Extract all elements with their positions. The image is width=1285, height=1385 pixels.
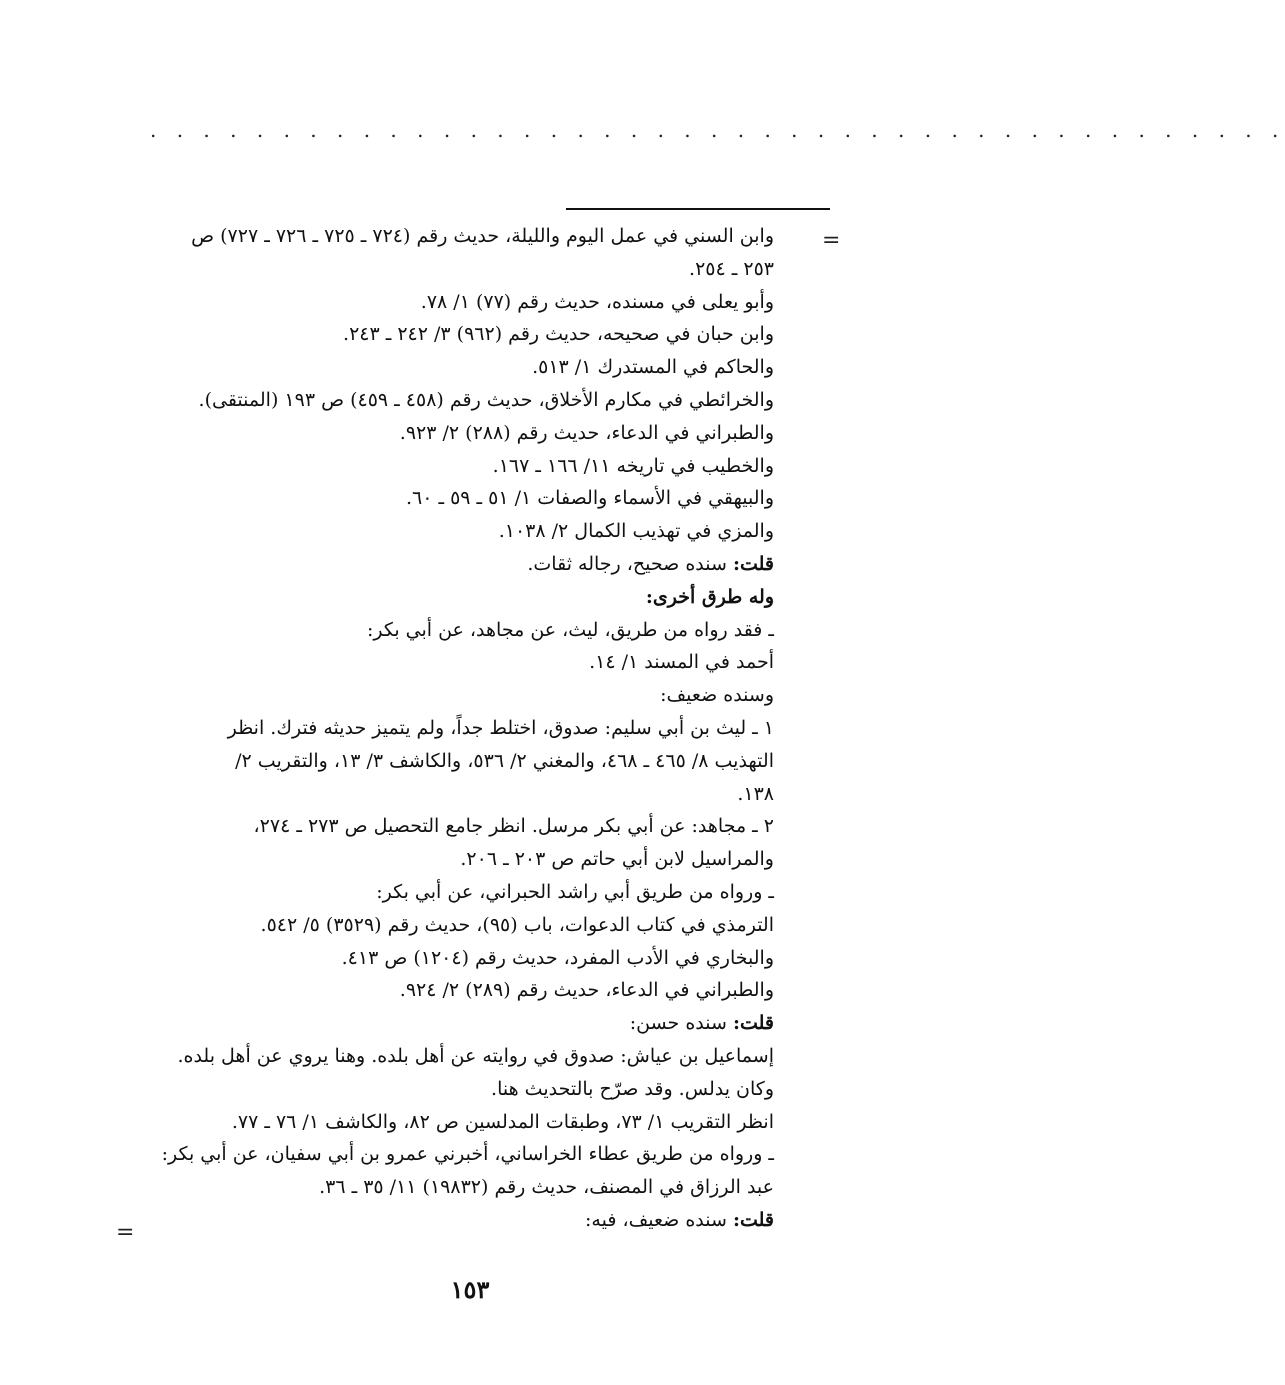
text-line: والحاكم في المستدرك ١/ ٥١٣. [532, 356, 774, 379]
text-line: ـ ورواه من طريق عطاء الخراساني، أخبرني عمرو بن أبي سفيان، عن أبي بكر: [161, 1143, 774, 1166]
note-text: سنده ضعيف، فيه: [585, 1208, 733, 1231]
text-line: والطبراني في الدعاء، حديث رقم (٢٨٨) ٢/ ٩٢٣. [399, 421, 774, 444]
text-line: والخرائطي في مكارم الأخلاق، حديث رقم (٤٥٨ ـ ٤٥٩) ص ١٩٣ (المنتقى). [198, 388, 774, 411]
text-line: وابن السني في عمل اليوم والليلة، حديث رقم (٧٢٤ ـ ٧٢٥ ـ ٧٢٦ ـ ٧٢٧) ص [191, 225, 774, 247]
text-line: وابن حبان في صحيحه، حديث رقم (٩٦٢) ٣/ ٢٤٢ ـ ٢٤٣. [343, 323, 774, 346]
text-line: التهذيب ٨/ ٤٦٥ ـ ٤٦٨، والمغني ٢/ ٥٣٦، والكاشف ٣/ ١٣، والتقريب ٢/ [235, 749, 774, 772]
text-line: الترمذي في كتاب الدعوات، باب (٩٥)، حديث رقم (٣٥٢٩) ٥/ ٥٤٢. [260, 913, 774, 936]
text-line: والمزي في تهذيب الكمال ٢/ ١٠٣٨. [498, 520, 774, 543]
text-line [128, 548, 774, 581]
text-line: ١٣٨. [737, 782, 774, 805]
text-line: إسماعيل بن عياش: صدوق في روايته عن أهل بلده. وهنا يروي عن أهل بلده. [177, 1044, 774, 1067]
text-line [128, 1007, 774, 1040]
text-line: والبيهقي في الأسماء والصفات ١/ ٥١ ـ ٥٩ ـ ٦٠. [405, 487, 774, 510]
note-text: سنده صحيح، رجاله ثقات. [527, 552, 733, 575]
text-line: والبخاري في الأدب المفرد، حديث رقم (١٢٠٤) ص ٤١٣. [341, 946, 774, 969]
text-line: ـ فقد رواه من طريق، ليث، عن مجاهد، عن أبي بكر: [366, 618, 774, 641]
note-text: سنده حسن: [629, 1012, 733, 1035]
text-line [128, 1204, 774, 1237]
text-line: والخطيب في تاريخه ١١/ ١٦٦ ـ ١٦٧. [492, 454, 774, 477]
text-line: انظر التقريب ١/ ٧٣، وطبقات المدلسين ص ٨٢، والكاشف ١/ ٧٦ ـ ٧٧. [231, 1110, 774, 1133]
section-heading [128, 581, 774, 614]
note-label: قلت: [732, 1012, 774, 1035]
heading-text: وله طرق أخرى: [645, 585, 774, 608]
text-line: أحمد في المسند ١/ ١٤. [589, 651, 774, 674]
text-line: ١ ـ ليث بن أبي سليم: صدوق، اختلط جداً، ولم يتميز حديثه فترك. انظر [227, 716, 774, 739]
text-line: والطبراني في الدعاء، حديث رقم (٢٨٩) ٢/ ٩٢٤. [399, 979, 774, 1002]
note-label: قلت: [732, 1208, 774, 1231]
footnote-rule [566, 208, 830, 210]
continuation-mark-top: = [822, 228, 841, 253]
text-line: ٢ ـ مجاهد: عن أبي بكر مرسل. انظر جامع التحصيل ص ٢٧٣ ـ ٢٧٤، [253, 815, 774, 838]
text-line: وكان يدلس. وقد صرّح بالتحديث هنا. [491, 1077, 774, 1100]
text-line: والمراسيل لابن أبي حاتم ص ٢٠٣ ـ ٢٠٦. [460, 848, 774, 871]
text-line: وسنده ضعيف: [660, 684, 774, 707]
footnote-text [128, 220, 774, 1237]
text-line: ٢٥٣ ـ ٢٥٤. [689, 257, 774, 280]
text-line: وأبو يعلى في مسنده، حديث رقم (٧٧) ١/ ٧٨. [420, 290, 774, 313]
top-dotted-separator: . . . . . . . . . . . . . . . . . . . . . . . . . . . . . . . . . . . . . . . . . . . [150, 118, 1285, 142]
text-line: ـ ورواه من طريق أبي راشد الحبراني، عن أبي بكر: [376, 880, 774, 903]
page-number: ١٥٣ [450, 1275, 490, 1304]
note-label: قلت: [732, 552, 774, 575]
continuation-mark-bottom: = [116, 1220, 135, 1245]
text-line: عبد الرزاق في المصنف، حديث رقم (١٩٨٣٢) ١١/ ٣٥ ـ ٣٦. [319, 1176, 774, 1199]
